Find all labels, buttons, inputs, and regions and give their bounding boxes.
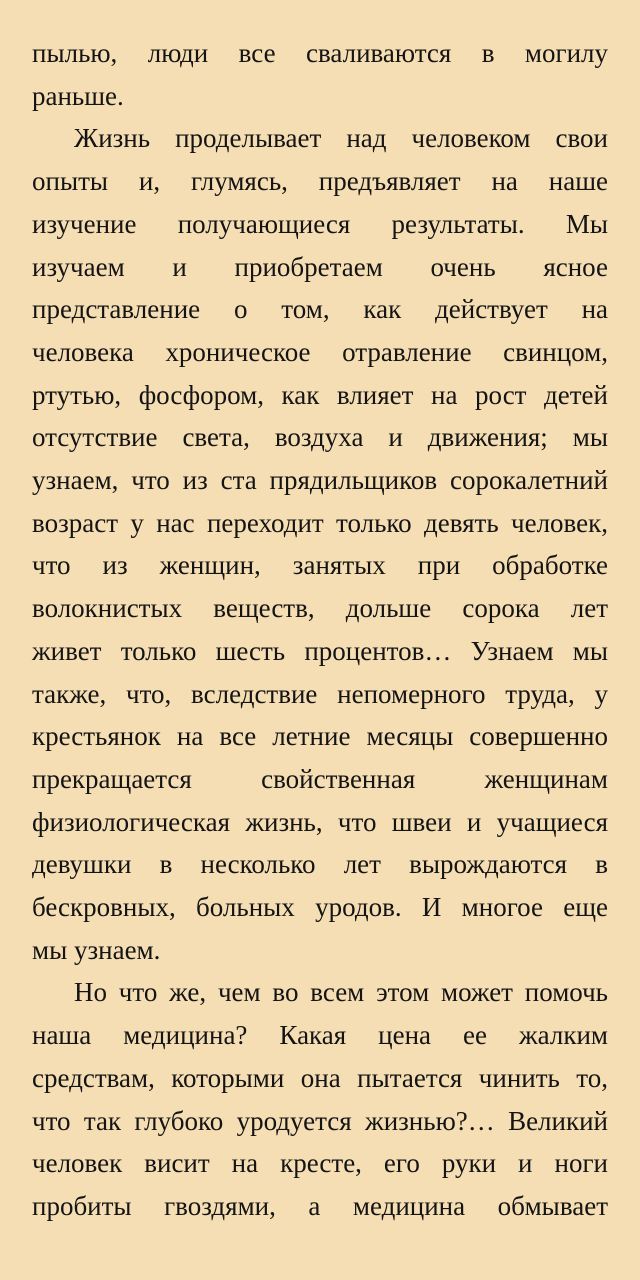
text-line: ртутью, фосфором, как влияет на рост детей bbox=[32, 379, 608, 410]
reader-text bbox=[32, 32, 608, 1228]
text-line: человека хроническое отравление свинцом, bbox=[32, 336, 608, 367]
text-line: крестьянок на все летние месяцы совершенно bbox=[32, 721, 608, 752]
text-line: бескровных, больных уродов. И многое еще bbox=[32, 892, 608, 923]
text-line: возраст у нас переходит только девять человек, bbox=[32, 507, 608, 538]
text-line: мы узнаем. bbox=[32, 934, 161, 965]
text-line: изучение получающиеся результаты. Мы bbox=[32, 208, 608, 239]
text-line: пробиты гвоздями, а медицина обмывает bbox=[32, 1190, 608, 1221]
text-line: изучаем и приобретаем очень ясное bbox=[32, 251, 608, 282]
text-line: Но что же, чем во всем этом может помочь bbox=[74, 977, 608, 1008]
text-line: что так глубоко уродуется жизнью?… Великий bbox=[32, 1105, 608, 1136]
text-line: наша медицина? Какая цена ее жалким bbox=[32, 1020, 608, 1051]
text-line: также, что, вследствие непомерного труда, у bbox=[32, 678, 608, 709]
text-line: раньше. bbox=[32, 80, 124, 111]
paragraph-3 bbox=[32, 971, 608, 1227]
text-line: прекращается свойственная женщинам bbox=[32, 763, 608, 794]
text-line: Жизнь проделывает над человеком свои bbox=[74, 123, 608, 154]
text-line: узнаем, что из ста прядильщиков сорокалетний bbox=[32, 465, 608, 496]
text-line: живет только шесть процентов… Узнаем мы bbox=[32, 635, 608, 666]
text-line: отсутствие света, воздуха и движения; мы bbox=[32, 422, 608, 453]
text-line: пылью, люди все сваливаются в могилу bbox=[32, 38, 608, 68]
paragraph-2 bbox=[32, 117, 608, 971]
text-line: человек висит на кресте, его руки и ноги bbox=[32, 1148, 608, 1179]
text-line: представление о том, как действует на bbox=[32, 294, 608, 325]
text-line: опыты и, глумясь, предъявляет на наше bbox=[32, 166, 608, 197]
paragraph-1 bbox=[32, 32, 608, 117]
text-line: девушки в несколько лет вырождаются в bbox=[32, 849, 608, 880]
text-line: физиологическая жизнь, что швеи и учащиеся bbox=[32, 806, 608, 837]
text-line: что из женщин, занятых при обработке bbox=[32, 550, 608, 581]
text-line: волокнистых веществ, дольше сорока лет bbox=[32, 593, 608, 624]
text-line: средствам, которыми она пытается чинить то, bbox=[32, 1062, 608, 1093]
